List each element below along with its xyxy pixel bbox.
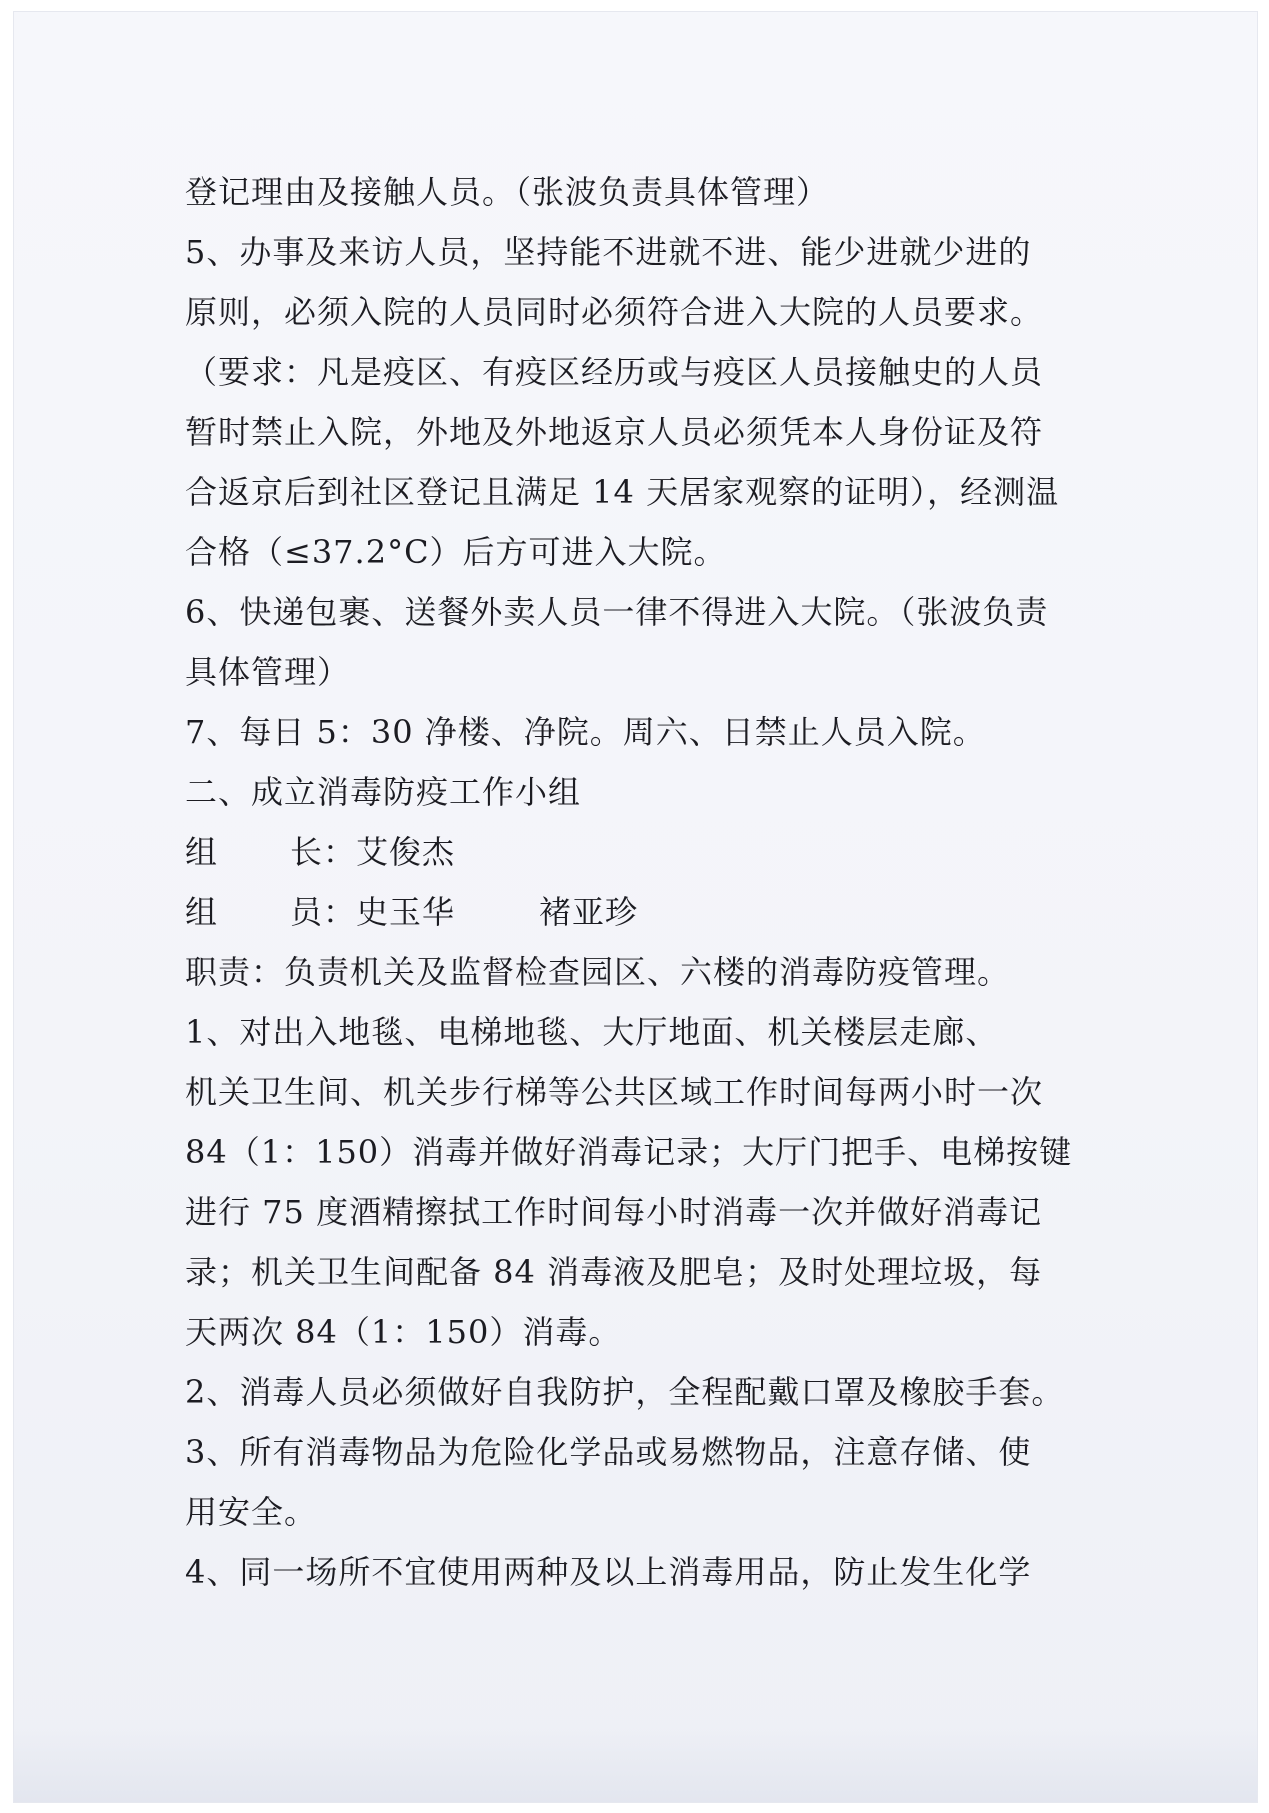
member-name-1: 史玉华	[356, 893, 456, 931]
text-line: 1、对出入地毯、电梯地毯、大厅地面、机关楼层走廊、	[185, 1013, 999, 1051]
text-line: 合返京后到社区登记且满足 14 天居家观察的证明），经测温	[185, 473, 1060, 511]
text-line: 5、办事及来访人员，坚持能不进就不进、能少进就少进的	[185, 233, 1032, 271]
members-line	[185, 882, 1105, 942]
members-label-char1: 组	[185, 893, 219, 931]
text-line: 职责：负责机关及监督检查园区、六楼的消毒防疫管理。	[185, 953, 1011, 991]
leader-label-char1: 组	[185, 833, 219, 871]
text-line: 合格（≤37.2°C）后方可进入大院。	[185, 533, 727, 571]
text-line: 84（1：150）消毒并做好消毒记录；大厅门把手、电梯按键	[185, 1133, 1073, 1171]
text-line: （要求：凡是疫区、有疫区经历或与疫区人员接触史的人员	[185, 353, 1044, 391]
section-heading: 二、成立消毒防疫工作小组	[185, 773, 582, 811]
leader-label-char2: 长：	[290, 833, 357, 871]
text-line: 具体管理）	[185, 653, 351, 691]
text-line: 暂时禁止入院，外地及外地返京人员必须凭本人身份证及符	[185, 413, 1044, 451]
text-line: 6、快递包裹、送餐外卖人员一律不得进入大院。（张波负责	[185, 593, 1049, 631]
leader-line	[185, 822, 1105, 882]
members-label-char2: 员：	[290, 893, 357, 931]
document-page	[14, 12, 1257, 1802]
text-line: 原则，必须入院的人员同时必须符合进入大院的人员要求。	[185, 293, 1044, 331]
text-line: 天两次 84（1：150）消毒。	[185, 1313, 622, 1351]
text-line: 录；机关卫生间配备 84 消毒液及肥皂；及时处理垃圾，每	[185, 1253, 1043, 1291]
text-line: 用安全。	[185, 1493, 318, 1531]
text-line: 7、每日 5：30 净楼、净院。周六、日禁止人员入院。	[185, 713, 986, 751]
text-line: 3、所有消毒物品为危险化学品或易燃物品，注意存储、使	[185, 1433, 1032, 1471]
leader-name: 艾俊杰	[356, 833, 456, 871]
text-line: 进行 75 度酒精擦拭工作时间每小时消毒一次并做好消毒记	[185, 1193, 1043, 1231]
text-line: 2、消毒人员必须做好自我防护，全程配戴口罩及橡胶手套。	[185, 1373, 1065, 1411]
document-body	[185, 162, 1105, 1602]
member-name-2: 褚亚珍	[539, 893, 639, 931]
text-line: 登记理由及接触人员。（张波负责具体管理）	[185, 173, 830, 211]
text-line: 4、同一场所不宜使用两种及以上消毒用品，防止发生化学	[185, 1553, 1032, 1591]
text-line: 机关卫生间、机关步行梯等公共区域工作时间每两小时一次	[185, 1073, 1044, 1111]
